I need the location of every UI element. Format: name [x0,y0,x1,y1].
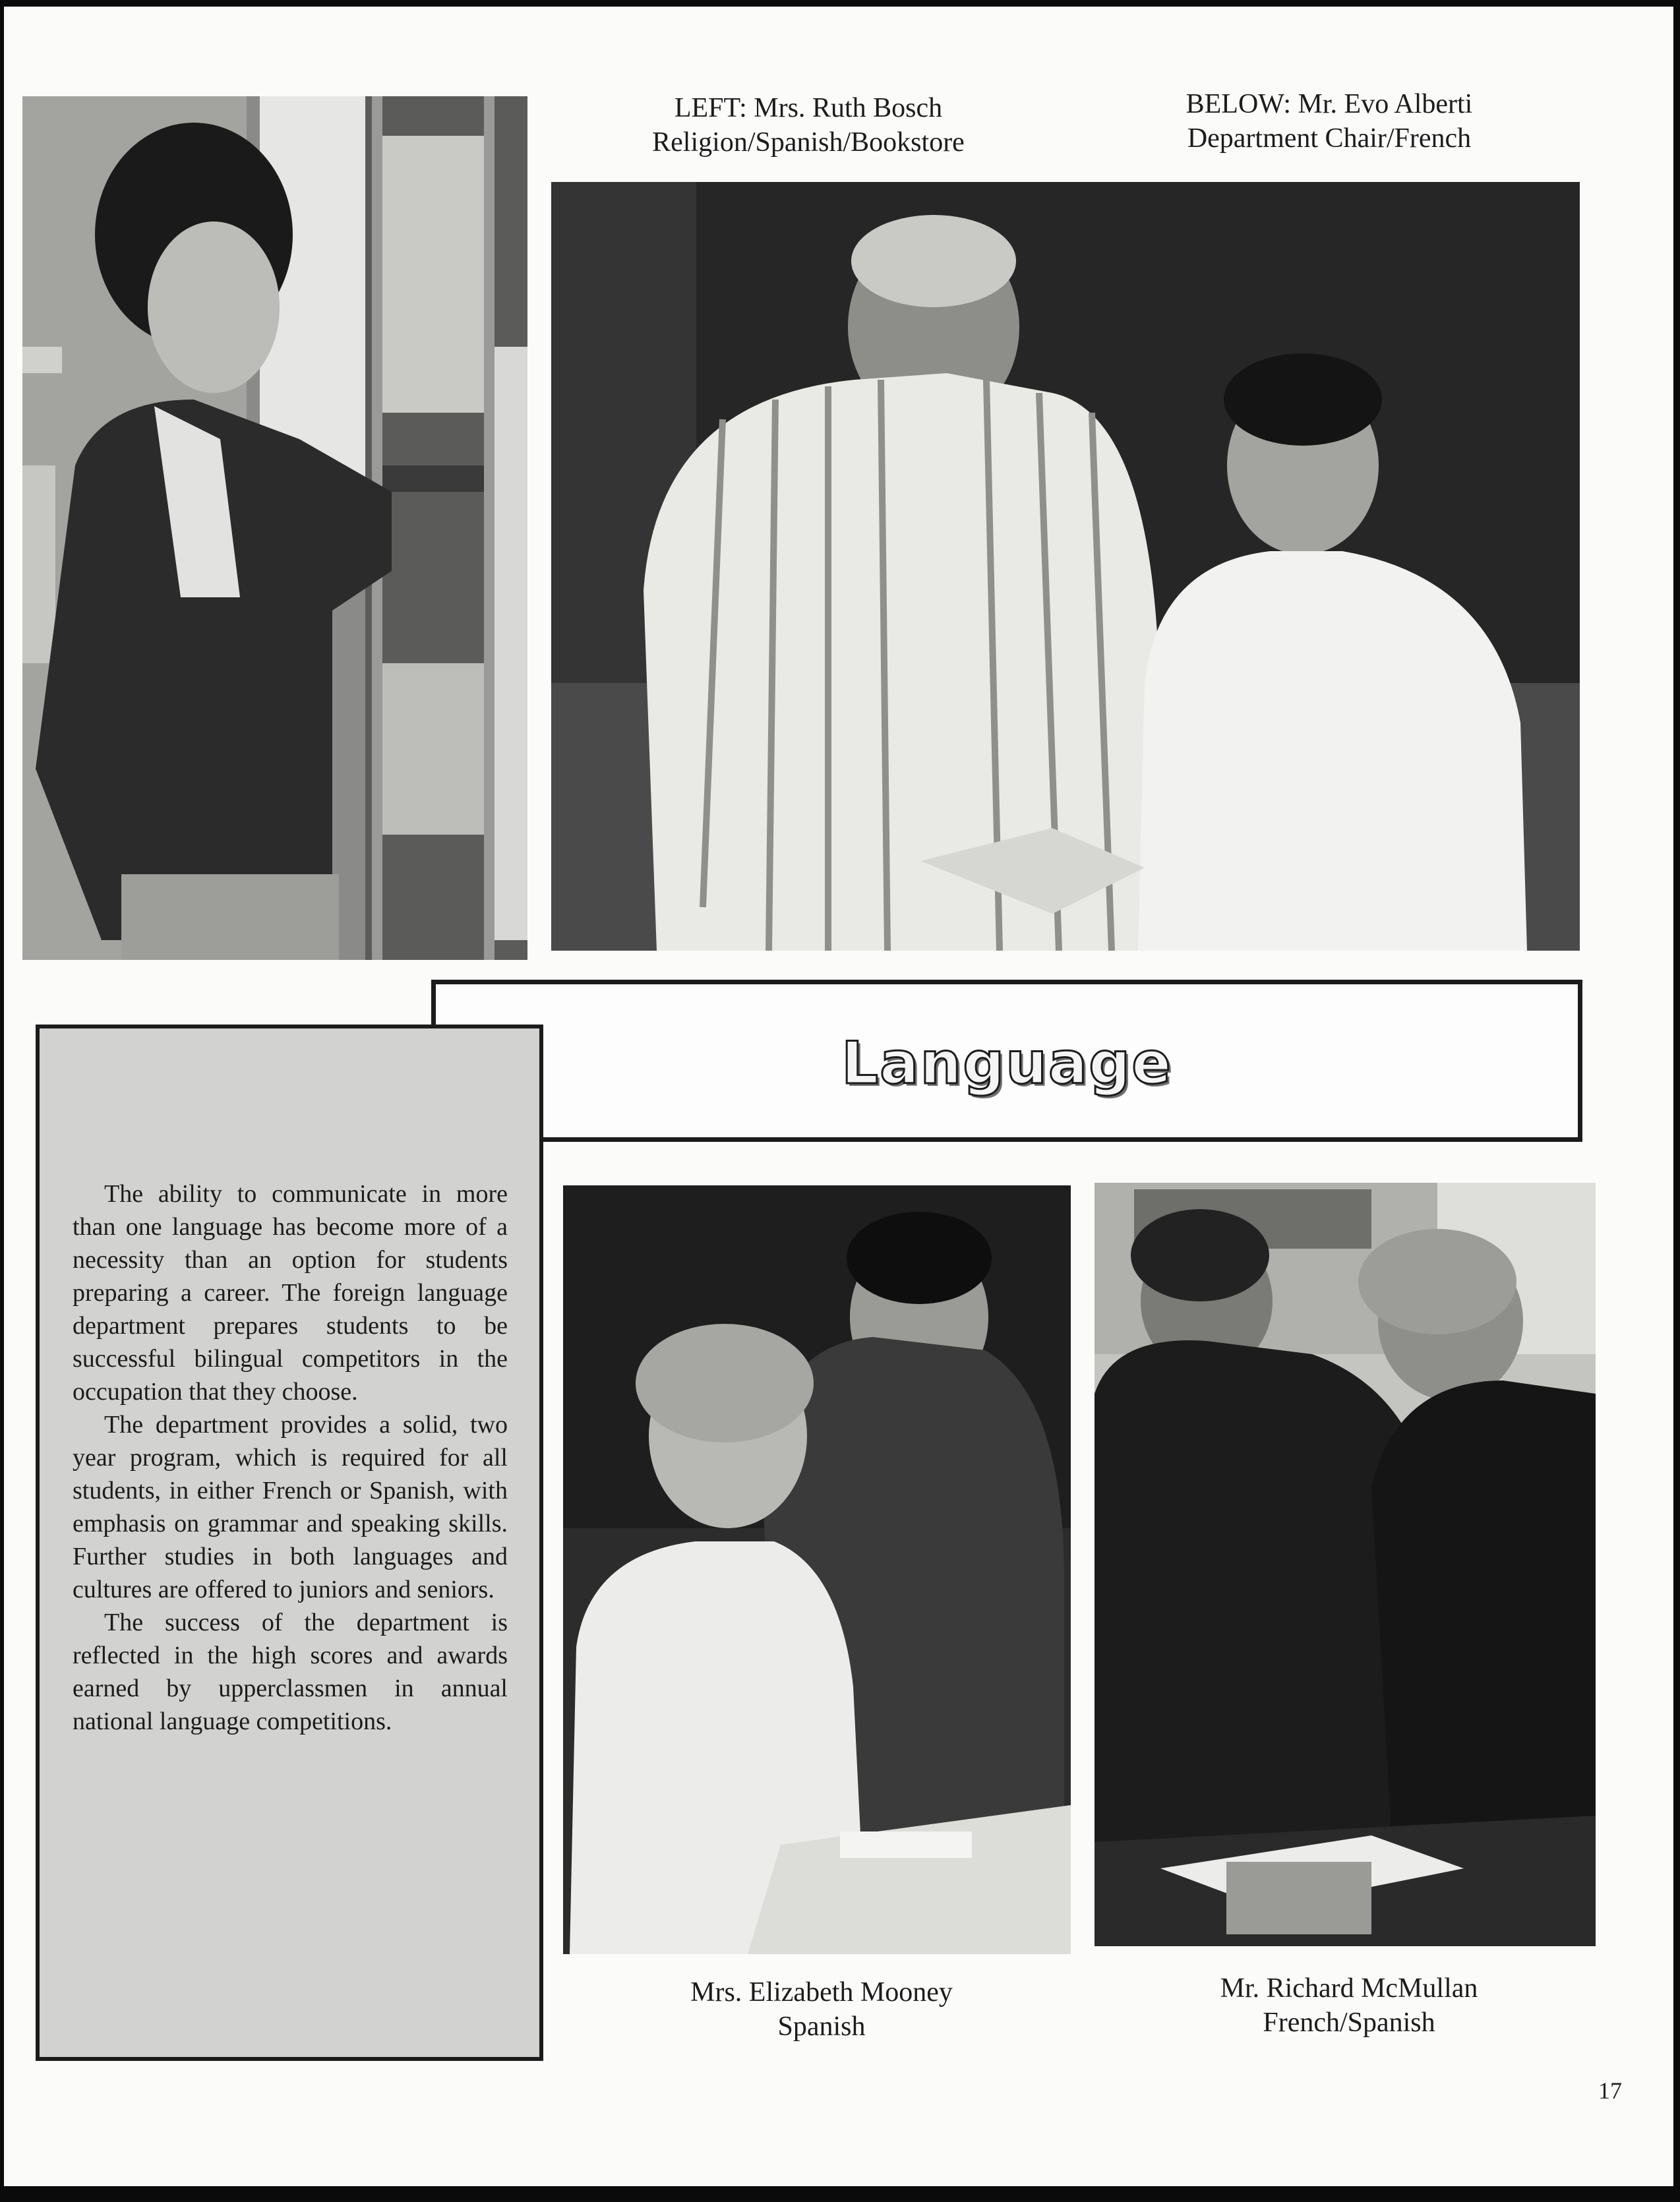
body-text-box [36,1025,543,2061]
photo-evo-alberti [551,182,1580,951]
section-title-box [431,980,1582,1142]
photo-richard-mcmullan [1095,1183,1596,1946]
caption-elizabeth-mooney-role: Spanish [777,2011,866,2042]
photo-ruth-bosch [22,96,527,960]
caption-elizabeth-mooney [597,1975,1046,2044]
caption-elizabeth-mooney-name: Mrs. Elizabeth Mooney [690,1977,953,2008]
body-paragraph-3: The success of the department is reflected in the high scores and awards earned by upperclassmen in annual national language competitions. [73,1609,508,1735]
section-title: Language [841,1029,1172,1097]
caption-evo-alberti [1098,87,1560,156]
caption-ruth-bosch [584,91,1033,160]
caption-ruth-bosch-role: Religion/Spanish/Bookstore [652,127,965,158]
caption-ruth-bosch-name: LEFT: Mrs. Ruth Bosch [674,93,943,123]
photo-elizabeth-mooney [563,1185,1071,1954]
yearbook-page [4,7,1673,2186]
caption-richard-mcmullan-name: Mr. Richard McMullan [1220,1973,1478,2004]
caption-evo-alberti-name: BELOW: Mr. Evo Alberti [1185,89,1473,119]
caption-richard-mcmullan-role: French/Spanish [1263,2008,1435,2038]
body-paragraph-1: The ability to communicate in more than one language has become more of a necessity than an option for students preparing a career. The foreign language department prepares students to be successful bilingual competitors in the occupation that they choose. [73,1180,508,1406]
body-paragraph-2: The department provides a solid, two year program, which is required for all students, in either French or Spanish, with emphasis on grammar and speaking skills. Further studies in both languages and cultures are offered to juniors and seniors. [73,1411,508,1603]
caption-evo-alberti-role: Department Chair/French [1187,123,1472,154]
page-number: 17 [1598,2077,1622,2104]
caption-richard-mcmullan [1125,1971,1573,2040]
